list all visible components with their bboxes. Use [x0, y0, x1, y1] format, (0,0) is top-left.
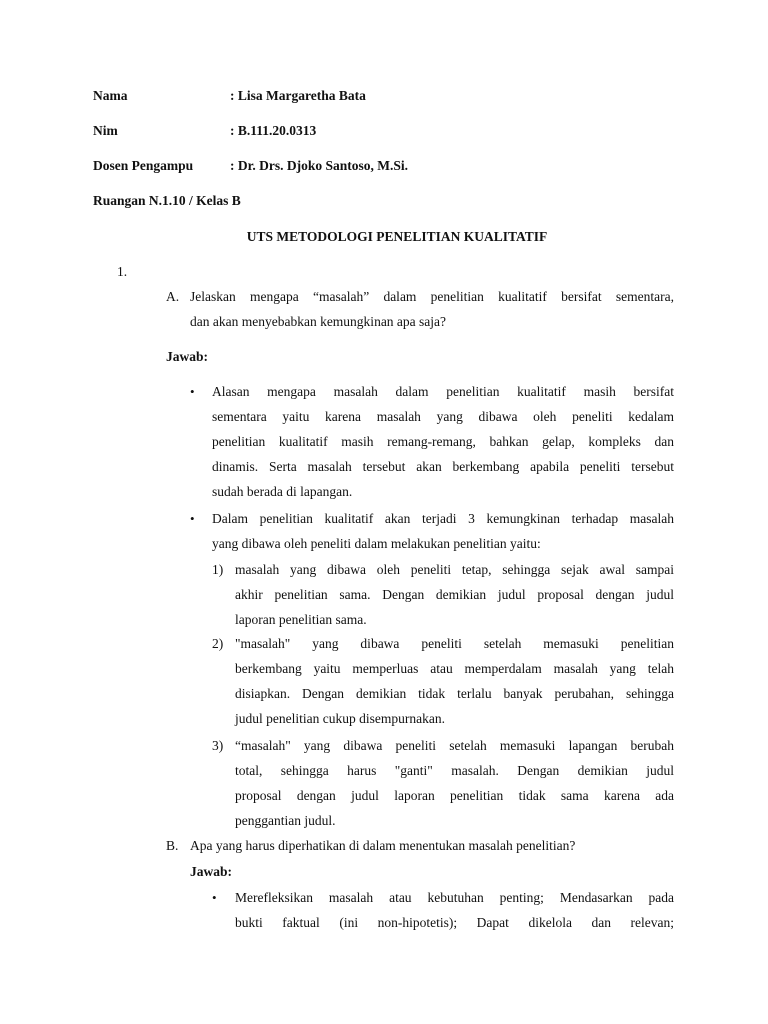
item-marker: 2) [212, 636, 224, 651]
bullet-line: Dalam penelitian kualitatif akan terjadi 3 kemungkinan terhadap masalah [212, 511, 674, 526]
part-a-question-line: Jelaskan mengapa “masalah” dalam penelitian kualitatif bersifat sementara, [190, 289, 674, 304]
nama-value: : Lisa Margaretha Bata [230, 88, 366, 103]
dosen-label: Dosen Pengampu [93, 158, 194, 173]
bullet-icon: • [190, 384, 195, 399]
item-line: akhir penelitian sama. Dengan demikian judul proposal dengan judul [235, 587, 674, 602]
item-line: “masalah" yang dibawa peneliti setelah memasuki lapangan berubah [235, 738, 674, 753]
nama-label: Nama [93, 88, 128, 103]
nim-label: Nim [93, 123, 118, 138]
item-line: total, sehingga harus "ganti" masalah. Dengan demikian judul [235, 763, 674, 778]
part-b-marker: B. [166, 838, 179, 853]
part-b-question: Apa yang harus diperhatikan di dalam menentukan masalah penelitian? [190, 838, 576, 853]
bullet-line: Merefleksikan masalah atau kebutuhan penting; Mendasarkan pada [235, 890, 674, 905]
item-line: "masalah" yang dibawa peneliti setelah memasuki penelitian [235, 636, 674, 651]
question-number: 1. [117, 264, 128, 279]
item-line: masalah yang dibawa oleh peneliti tetap, sehingga sejak awal sampai [235, 562, 674, 577]
dosen-value: : Dr. Drs. Djoko Santoso, M.Si. [230, 158, 409, 173]
page-title: UTS METODOLOGI PENELITIAN KUALITATIF [246, 229, 548, 244]
item-line: disiapkan. Dengan demikian tidak terlalu banyak perubahan, sehingga [235, 686, 674, 701]
bullet-line: sudah berada di lapangan. [212, 484, 353, 499]
bullet-icon: • [212, 890, 217, 905]
item-line: laporan penelitian sama. [235, 612, 367, 627]
item-marker: 1) [212, 562, 224, 577]
item-line: berkembang yaitu memperluas atau memperdalam masalah yang telah [235, 661, 674, 676]
answer-label: Jawab: [190, 864, 233, 879]
bullet-line: yang dibawa oleh peneliti dalam melakukan penelitian yaitu: [212, 536, 541, 551]
item-marker: 3) [212, 738, 224, 753]
bullet-line: sementara yaitu karena masalah yang dibawa oleh peneliti kedalam [212, 409, 674, 424]
bullet-line: dinamis. Serta masalah tersebut akan berkembang apabila peneliti tersebut [212, 459, 674, 474]
item-line: penggantian judul. [235, 813, 336, 828]
part-a-question-line: dan akan menyebabkan kemungkinan apa saja? [190, 314, 447, 329]
nim-value: : B.111.20.0313 [230, 123, 317, 138]
item-line: proposal dengan judul laporan penelitian tidak sama karena ada [235, 788, 674, 803]
bullet-icon: • [190, 511, 195, 526]
bullet-line: Alasan mengapa masalah dalam penelitian kualitatif masih bersifat [212, 384, 674, 399]
answer-label: Jawab: [166, 349, 209, 364]
room-line: Ruangan N.1.10 / Kelas B [93, 193, 241, 208]
part-a-marker: A. [166, 289, 180, 304]
bullet-line: penelitian kualitatif masih remang-remang, bahkan gelap, kompleks dan [212, 434, 674, 449]
item-line: judul penelitian cukup disempurnakan. [235, 711, 445, 726]
bullet-line: bukti faktual (ini non-hipotetis); Dapat dikelola dan relevan; [235, 915, 674, 930]
